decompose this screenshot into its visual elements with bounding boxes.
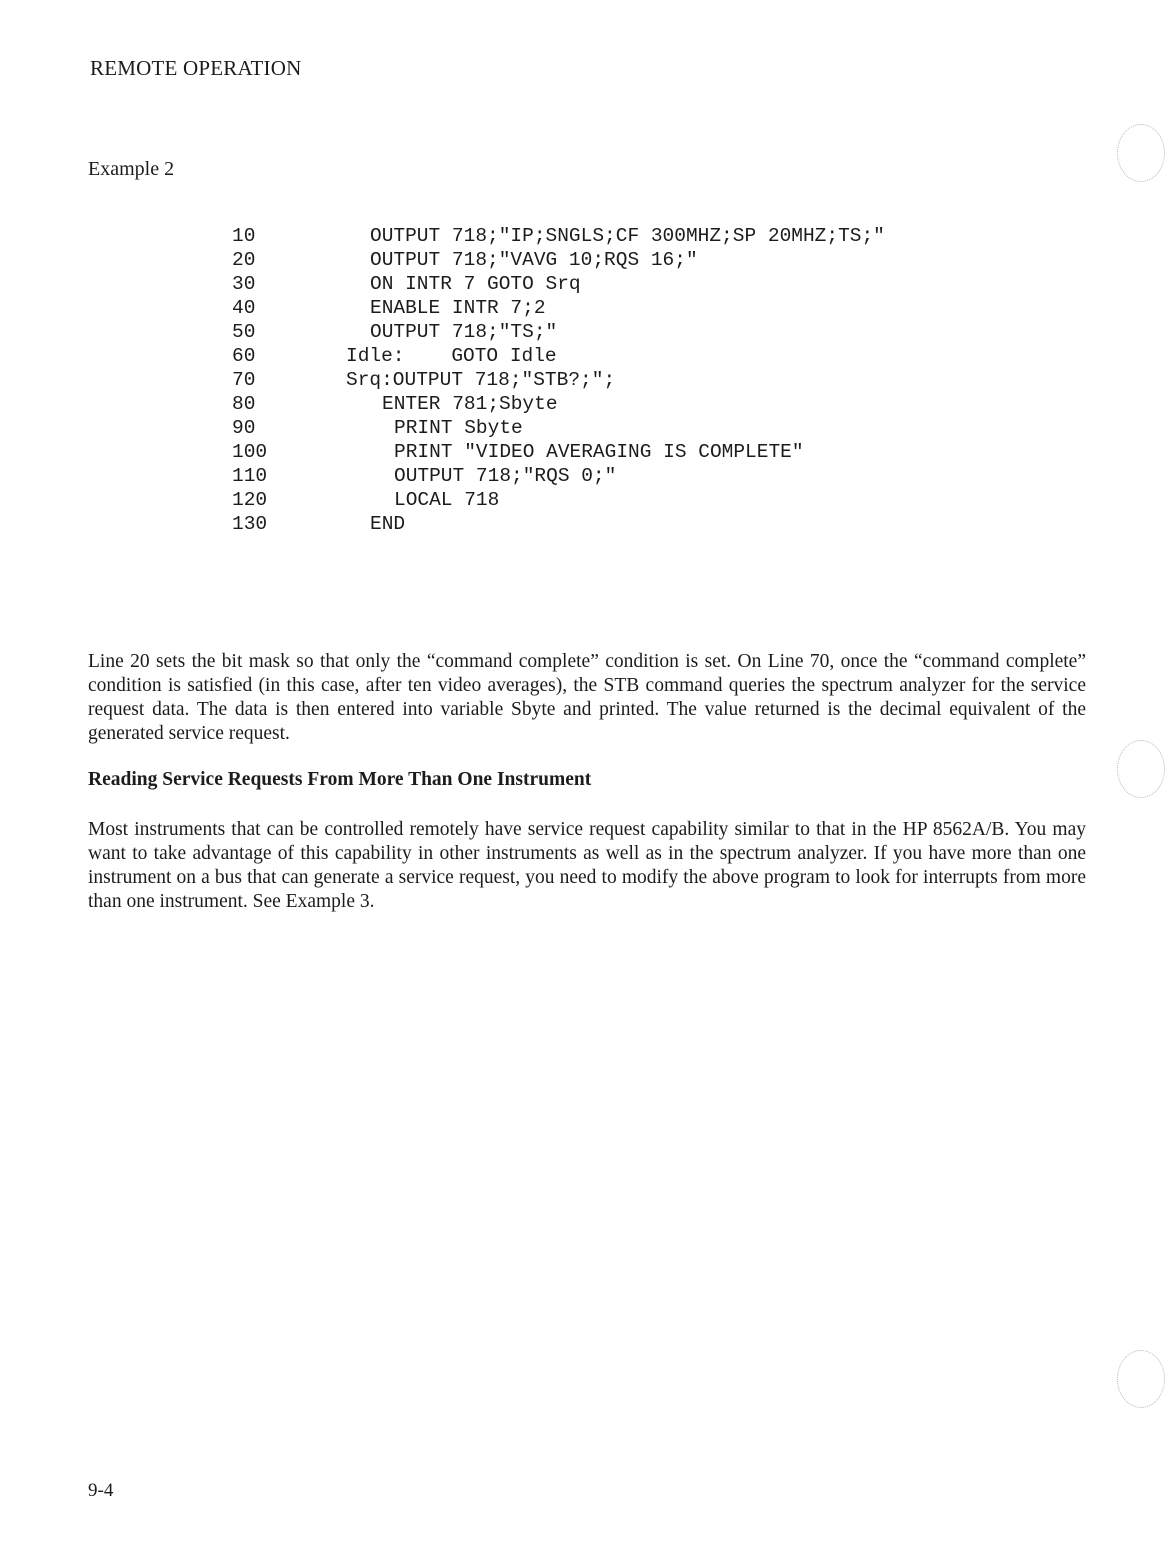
- example-title: Example 2: [88, 158, 175, 180]
- line-number: 70: [232, 369, 256, 391]
- page-number: 9-4: [88, 1480, 114, 1501]
- line-number: 110: [232, 465, 268, 487]
- code-statement: Srq:OUTPUT 718;"STB?;";: [346, 369, 616, 391]
- line-number: 100: [232, 441, 268, 463]
- paragraph-multiple-instruments: Most instruments that can be controlled remotely have service request capability similar to that in the HP 8562A/B. You may want to take advantage of this capability in other instruments as well as in the spectrum analyzer. If you have more than one instrument on a bus that can generate a service request, you need to modify the above program to look for interrupts from more than one instrument. See Example 3.: [88, 819, 1086, 912]
- code-statement: OUTPUT 718;"IP;SNGLS;CF 300MHZ;SP 20MHZ;TS;": [370, 225, 885, 247]
- running-header: REMOTE OPERATION: [90, 56, 302, 80]
- line-number: 80: [232, 393, 256, 415]
- code-statement: Idle: GOTO Idle: [346, 345, 557, 367]
- line-number: 20: [232, 249, 256, 271]
- line-number: 120: [232, 489, 268, 511]
- line-number: 130: [232, 513, 268, 535]
- code-statement: ON INTR 7 GOTO Srq: [370, 273, 581, 295]
- code-statement: LOCAL 718: [394, 489, 500, 511]
- code-statement: OUTPUT 718;"VAVG 10;RQS 16;": [370, 249, 698, 271]
- code-statement: OUTPUT 718;"RQS 0;": [394, 465, 617, 487]
- line-number: 90: [232, 417, 256, 439]
- line-number: 30: [232, 273, 256, 295]
- line-number: 50: [232, 321, 256, 343]
- binder-hole: [1117, 1350, 1165, 1408]
- line-number: 60: [232, 345, 256, 367]
- code-statement: PRINT "VIDEO AVERAGING IS COMPLETE": [394, 441, 804, 463]
- code-statement: PRINT Sbyte: [394, 417, 523, 439]
- code-statement: OUTPUT 718;"TS;": [370, 321, 558, 343]
- code-statement: ENABLE INTR 7;2: [370, 297, 546, 319]
- section-heading: Reading Service Requests From More Than One Instrument: [88, 769, 592, 790]
- binder-hole: [1117, 740, 1165, 798]
- code-statement: ENTER 781;Sbyte: [382, 393, 558, 415]
- line-number: 10: [232, 225, 256, 247]
- line-number: 40: [232, 297, 256, 319]
- paragraph-explanation: Line 20 sets the bit mask so that only the “command complete” condition is set. On Line 70, once the “command complete” condition is satisfied (in this case, after ten video averages), the STB command queries the spectrum analyzer for the service request data. The data is then entered into variable Sbyte and printed. The value returned is the decimal equivalent of the generated service request.: [88, 651, 1086, 744]
- binder-hole: [1117, 124, 1165, 182]
- code-statement: END: [370, 513, 406, 535]
